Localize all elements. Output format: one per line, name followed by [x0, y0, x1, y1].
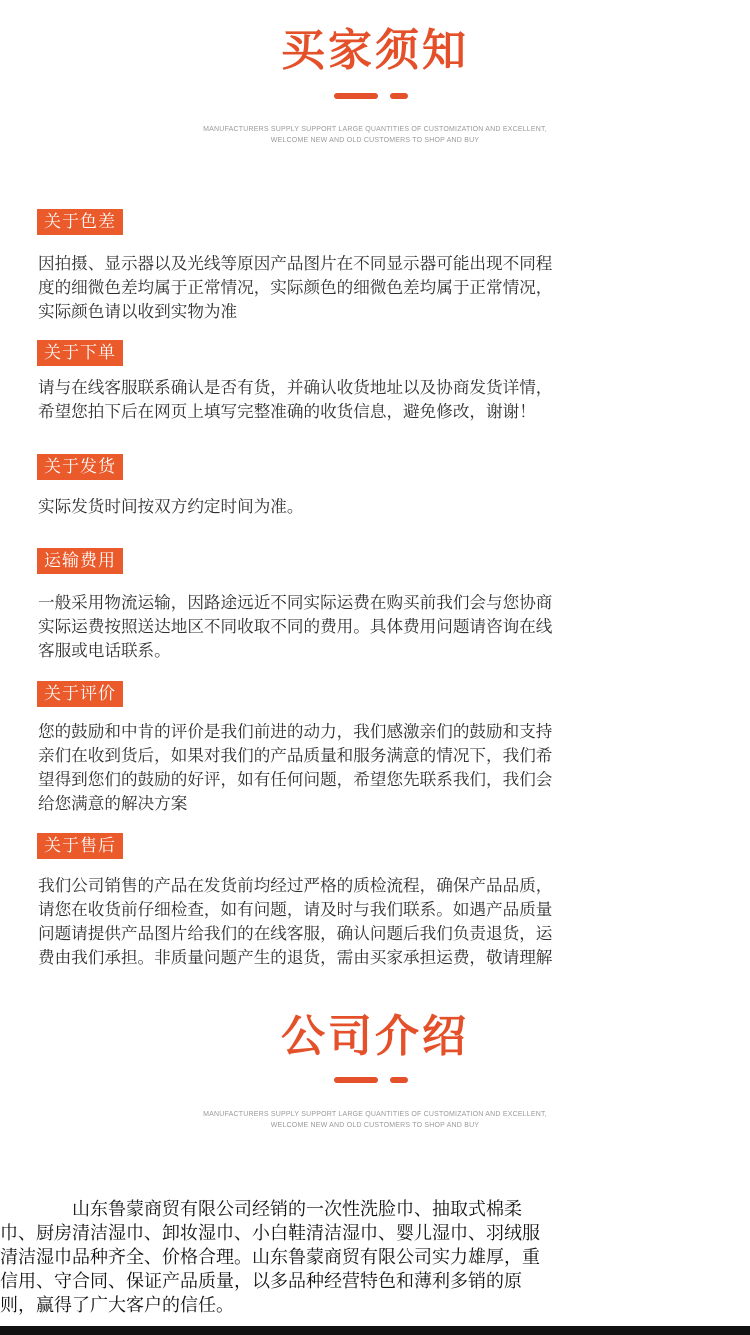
- text-line: 因拍摄、显示器以及光线等原因产品图片在不同显示器可能出现不同程: [38, 254, 553, 273]
- company-title: 公司介绍: [281, 1011, 469, 1062]
- section-label-freight: 运输费用: [37, 548, 123, 574]
- section-text-shipping: [38, 495, 698, 519]
- section-label-color-difference: 关于色差: [37, 209, 123, 235]
- company-tagline: [0, 1109, 750, 1131]
- company-title-underline-long: [334, 1077, 378, 1083]
- text-line: 您的鼓励和中肯的评价是我们前进的动力，我们感激亲们的鼓励和支持: [38, 722, 553, 741]
- notice-tagline-line-1: MANUFACTURERS SUPPLY SUPPORT LARGE QUANTITIES OF CUSTOMIZATION AND EXCELLENT,: [203, 126, 547, 133]
- section-label-after-sales: 关于售后: [37, 833, 123, 859]
- text-line: 清洁湿巾品种齐全、价格合理。山东鲁蒙商贸有限公司实力雄厚，重: [0, 1247, 540, 1268]
- notice-tagline: [0, 124, 750, 146]
- text-line: 则，赢得了广大客户的信任。: [0, 1295, 234, 1316]
- text-line: 实际运费按照送达地区不同收取不同的费用。具体费用问题请咨询在线: [38, 617, 553, 636]
- section-text-freight: [38, 591, 698, 663]
- section-text-color-difference: [38, 252, 698, 324]
- company-title-underline-short: [390, 1077, 408, 1083]
- bottom-edge-bar: [0, 1326, 750, 1335]
- text-line: 信用、守合同、保证产品质量，以多品种经营特色和薄利多销的原: [0, 1271, 522, 1292]
- section-text-after-sales: [38, 874, 698, 970]
- text-line: 我们公司销售的产品在发货前均经过严格的质检流程，确保产品品质，: [38, 876, 553, 895]
- section-text-reviews: [38, 720, 698, 816]
- text-line: 希望您拍下后在网页上填写完整准确的收货信息，避免修改，谢谢！: [38, 402, 536, 421]
- notice-title-underline-short: [390, 93, 408, 99]
- section-label-reviews: 关于评价: [37, 681, 123, 707]
- text-line: 望得到您们的鼓励的好评，如有任何问题，希望您先联系我们，我们会: [38, 770, 553, 789]
- company-tagline-line-1: MANUFACTURERS SUPPLY SUPPORT LARGE QUANTITIES OF CUSTOMIZATION AND EXCELLENT,: [203, 1111, 547, 1118]
- text-line: 实际颜色请以收到实物为准: [38, 302, 238, 321]
- notice-title-underline-long: [334, 93, 378, 99]
- text-line: 亲们在收到货后，如果对我们的产品质量和服务满意的情况下，我们希: [38, 746, 553, 765]
- text-line: 巾、厨房清洁湿巾、卸妆湿巾、小白鞋清洁湿巾、婴儿湿巾、羽绒服: [0, 1223, 540, 1244]
- text-line: 客服或电话联系。: [38, 641, 171, 660]
- section-label-ordering: 关于下单: [37, 340, 123, 366]
- company-intro: [0, 1198, 700, 1318]
- text-line: 请与在线客服联系确认是否有货，并确认收货地址以及协商发货详情，: [38, 378, 553, 397]
- text-line: 一般采用物流运输，因路途远近不同实际运费在购买前我们会与您协商: [38, 593, 553, 612]
- section-text-ordering: [38, 376, 698, 424]
- notice-title: 买家须知: [281, 25, 469, 76]
- section-label-shipping: 关于发货: [37, 454, 123, 480]
- company-tagline-line-2: WELCOME NEW AND OLD CUSTOMERS TO SHOP AND BUY: [270, 1122, 480, 1129]
- text-line: 问题请提供产品图片给我们的在线客服，确认问题后我们负责退货，运: [38, 924, 553, 943]
- text-line: 给您满意的解决方案: [38, 794, 188, 813]
- text-line: 费由我们承担。非质量问题产生的退货，需由买家承担运费，敬请理解: [38, 948, 553, 967]
- text-line: 山东鲁蒙商贸有限公司经销的一次性洗脸巾、抽取式棉柔: [0, 1199, 522, 1220]
- text-line: 度的细微色差均属于正常情况，实际颜色的细微色差均属于正常情况，: [38, 278, 553, 297]
- notice-tagline-line-2: WELCOME NEW AND OLD CUSTOMERS TO SHOP AND BUY: [270, 137, 480, 144]
- text-line: 请您在收货前仔细检查，如有问题，请及时与我们联系。如遇产品质量: [38, 900, 553, 919]
- text-line: 实际发货时间按双方约定时间为准。: [38, 497, 304, 516]
